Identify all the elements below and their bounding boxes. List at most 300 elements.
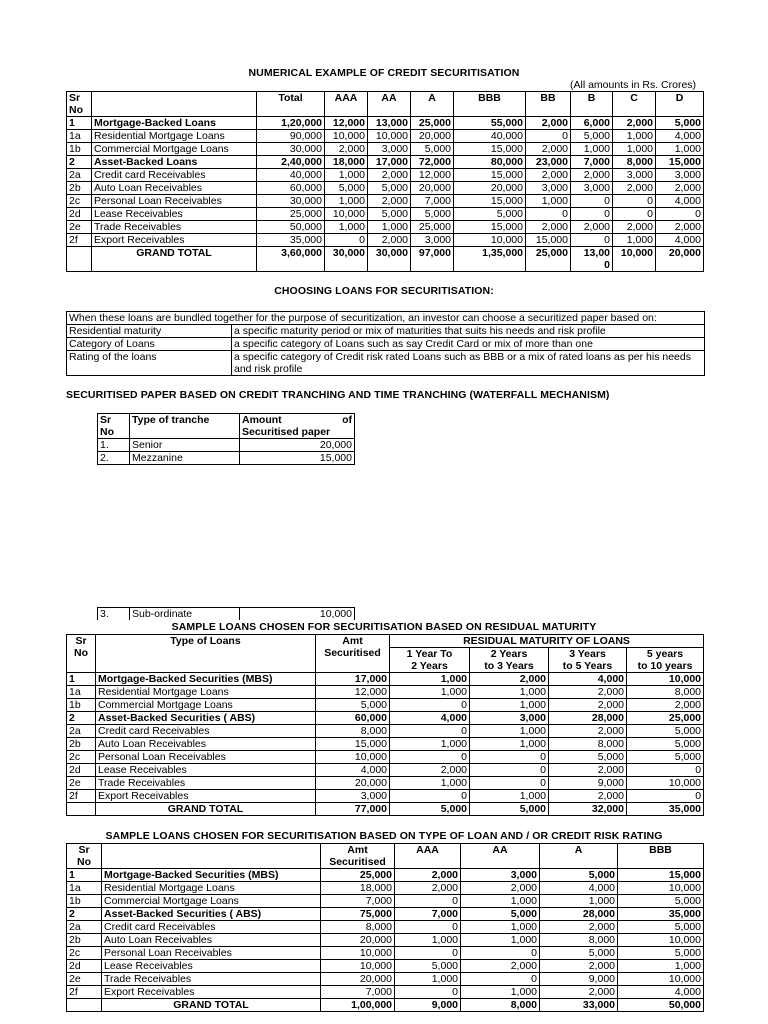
- sr-no-cell: 2c: [67, 195, 92, 208]
- amount-cell: 1,000: [618, 960, 704, 973]
- amount-cell: 2,000: [656, 182, 704, 195]
- sr-no-cell: 1a: [67, 882, 102, 895]
- amount-cell: 1,000: [470, 686, 549, 699]
- sr-no-cell: 2c: [67, 947, 102, 960]
- amount-cell: 15,000: [454, 169, 526, 182]
- criterion-description: a specific category of Credit risk rated Loans such as BBB or a mix of rated loans as per his needs and risk profile: [232, 351, 705, 376]
- choosing-title: CHOOSING LOANS FOR SECURITISATION:: [274, 285, 494, 297]
- loan-type-cell: Lease Receivables: [102, 960, 321, 973]
- amount-cell: 2,000: [526, 143, 571, 156]
- loan-type-cell: Commercial Mortgage Loans: [96, 699, 316, 712]
- amount-cell: 35,000: [618, 908, 704, 921]
- amount-cell: 23,000: [526, 156, 571, 169]
- amount-cell: 0: [461, 973, 540, 986]
- amount-cell: 2,000: [368, 195, 411, 208]
- amount-cell: 3,000: [656, 169, 704, 182]
- amount-cell: 4,000: [549, 673, 627, 686]
- tranche-header-amount-1: Amount: [242, 414, 282, 426]
- amount-cell: 5,000: [540, 869, 618, 882]
- amount-cell: 9,000: [395, 999, 461, 1012]
- loan-type-cell: Auto Loan Receivables: [92, 182, 257, 195]
- amount-cell: 3,000: [470, 712, 549, 725]
- amount-cell: 2,000: [571, 169, 613, 182]
- column-header: AAA: [395, 844, 461, 869]
- amount-cell: 2,000: [540, 986, 618, 999]
- choosing-row: [67, 338, 705, 351]
- amount-cell: 10,000: [618, 973, 704, 986]
- amount-cell: 28,000: [540, 908, 618, 921]
- tranche-title: SECURITISED PAPER BASED ON CREDIT TRANCHING AND TIME TRANCHING (WATERFALL MECHANISM): [66, 389, 610, 401]
- amount-cell: 7,000: [321, 895, 395, 908]
- amount-cell: 3,000: [316, 790, 390, 803]
- amount-cell: 0: [325, 234, 368, 247]
- amount-cell: 35,000: [257, 234, 325, 247]
- amount-cell: 1,000: [325, 169, 368, 182]
- amount-cell: 5,000: [656, 117, 704, 130]
- amount-cell: 5,000: [390, 803, 470, 816]
- amount-cell: 10,000: [368, 130, 411, 143]
- amount-cell: 0: [395, 895, 461, 908]
- amount-cell: 97,000: [411, 247, 454, 272]
- amount-cell: 20,000: [411, 182, 454, 195]
- amount-cell: 7,000: [411, 195, 454, 208]
- table-row: [67, 777, 704, 790]
- table-row: [67, 790, 704, 803]
- amount-cell: 20,000: [321, 973, 395, 986]
- loan-type-cell: Lease Receivables: [96, 764, 316, 777]
- residual-maturity-table: [66, 634, 704, 816]
- tranche-row-sr: 3.: [98, 608, 130, 621]
- sr-no-cell: 1: [67, 673, 96, 686]
- amount-cell: 15,000: [526, 234, 571, 247]
- amount-cell: 1,000: [470, 738, 549, 751]
- amount-cell: 10,000: [618, 934, 704, 947]
- amount-cell: 30,000: [325, 247, 368, 272]
- table-row: [67, 869, 704, 882]
- table-row: [67, 725, 704, 738]
- amount-cell: 5,000: [540, 947, 618, 960]
- loan-type-cell: Residential Mortgage Loans: [92, 130, 257, 143]
- loan-type-cell: Auto Loan Receivables: [102, 934, 321, 947]
- table-row: [67, 882, 704, 895]
- amount-cell: 4,000: [656, 195, 704, 208]
- loan-type-cell: Residential Mortgage Loans: [102, 882, 321, 895]
- amount-cell: 1,000: [461, 921, 540, 934]
- amount-cell: 20,000: [454, 182, 526, 195]
- loan-type-cell: Commercial Mortgage Loans: [102, 895, 321, 908]
- amount-cell: 0: [395, 947, 461, 960]
- amount-cell: 0: [627, 790, 704, 803]
- amount-cell: 9,000: [549, 777, 627, 790]
- amount-cell: 80,000: [454, 156, 526, 169]
- table-row: [67, 182, 704, 195]
- amount-cell: 13,00 0: [571, 247, 613, 272]
- tranche-amount: 20,000: [240, 439, 355, 452]
- amount-cell: 3,000: [571, 182, 613, 195]
- amount-cell: 5,000: [368, 182, 411, 195]
- column-header: [102, 844, 321, 869]
- loan-type-cell: Mortgage-Backed Securities (MBS): [102, 869, 321, 882]
- maturity-header-sr: Sr No: [67, 635, 96, 673]
- loan-type-cell: GRAND TOTAL: [92, 247, 257, 272]
- amount-cell: 10,000: [627, 673, 704, 686]
- amount-cell: 15,000: [454, 143, 526, 156]
- criterion-label: Residential maturity: [67, 325, 232, 338]
- amount-cell: 2,000: [526, 169, 571, 182]
- amount-cell: 2,000: [395, 882, 461, 895]
- amount-cell: 30,000: [257, 143, 325, 156]
- table-row: [67, 143, 704, 156]
- amount-cell: 0: [390, 790, 470, 803]
- amount-cell: 2,000: [540, 960, 618, 973]
- table-row: [67, 712, 704, 725]
- tranche-header-amount-2: Securitised paper: [242, 426, 331, 438]
- amount-cell: 5,000: [411, 208, 454, 221]
- amount-cell: 7,000: [571, 156, 613, 169]
- table-row: [67, 169, 704, 182]
- amount-cell: 40,000: [257, 169, 325, 182]
- loan-type-cell: Personal Loan Receivables: [96, 751, 316, 764]
- credit-securitisation-table: [66, 91, 704, 272]
- tranche-header-type: Type of tranche: [130, 414, 240, 439]
- amount-cell: 15,000: [454, 221, 526, 234]
- amount-cell: 25,000: [526, 247, 571, 272]
- column-header: Amt Securitised: [321, 844, 395, 869]
- amount-cell: 20,000: [411, 130, 454, 143]
- amount-cell: 3,000: [411, 234, 454, 247]
- sr-no-cell: [67, 247, 92, 272]
- amount-cell: 1,000: [390, 673, 470, 686]
- amount-cell: 0: [571, 208, 613, 221]
- tranche-table: [97, 413, 355, 465]
- tranche-row: [98, 439, 355, 452]
- amount-cell: 10,000: [321, 947, 395, 960]
- amount-cell: 2,000: [549, 790, 627, 803]
- amount-cell: 0: [526, 208, 571, 221]
- amount-cell: 4,000: [316, 764, 390, 777]
- amount-cell: 20,000: [316, 777, 390, 790]
- amount-cell: 1,000: [470, 725, 549, 738]
- amount-cell: 1,000: [613, 234, 656, 247]
- sr-no-cell: 2: [67, 712, 96, 725]
- amount-cell: 0: [395, 921, 461, 934]
- amount-cell: 2,000: [461, 960, 540, 973]
- amount-cell: 9,000: [540, 973, 618, 986]
- amount-cell: 3,000: [461, 869, 540, 882]
- amount-cell: 15,000: [454, 195, 526, 208]
- amount-cell: 25,000: [257, 208, 325, 221]
- column-header: Sr No: [67, 92, 92, 117]
- amount-cell: 25,000: [321, 869, 395, 882]
- amount-cell: 10,000: [627, 777, 704, 790]
- amount-cell: 1,000: [325, 195, 368, 208]
- amount-cell: 28,000: [549, 712, 627, 725]
- sr-no-cell: 1: [67, 117, 92, 130]
- amount-cell: 2,000: [613, 182, 656, 195]
- loan-type-cell: Mortgage-Backed Securities (MBS): [96, 673, 316, 686]
- amount-cell: 35,000: [627, 803, 704, 816]
- amount-cell: 0: [470, 777, 549, 790]
- amount-cell: 4,000: [540, 882, 618, 895]
- amount-cell: 0: [390, 699, 470, 712]
- loan-type-cell: Asset-Backed Loans: [92, 156, 257, 169]
- amount-cell: 1,000: [395, 973, 461, 986]
- sr-no-cell: 2a: [67, 169, 92, 182]
- tranche-sr: 1.: [98, 439, 130, 452]
- tranche-amount: 15,000: [240, 452, 355, 465]
- amount-cell: 4,000: [656, 130, 704, 143]
- amount-cell: 0: [470, 751, 549, 764]
- amount-cell: 0: [390, 725, 470, 738]
- sr-no-cell: 2: [67, 156, 92, 169]
- column-header: A: [411, 92, 454, 117]
- amount-cell: 10,000: [321, 960, 395, 973]
- amount-cell: 2,40,000: [257, 156, 325, 169]
- loan-type-cell: Credit card Receivables: [102, 921, 321, 934]
- amount-cell: 1,000: [571, 143, 613, 156]
- amount-cell: 0: [526, 130, 571, 143]
- table-row: [67, 221, 704, 234]
- amount-cell: 8,000: [549, 738, 627, 751]
- amount-cell: 8,000: [461, 999, 540, 1012]
- sr-no-cell: 2d: [67, 764, 96, 777]
- sr-no-cell: 2a: [67, 725, 96, 738]
- amount-cell: 5,000: [411, 143, 454, 156]
- amount-cell: 2,000: [368, 234, 411, 247]
- choosing-row: [67, 325, 705, 338]
- amount-cell: 2,000: [571, 221, 613, 234]
- column-header: D: [656, 92, 704, 117]
- amount-cell: 20,000: [656, 247, 704, 272]
- amount-cell: 5,000: [549, 751, 627, 764]
- amount-cell: 15,000: [316, 738, 390, 751]
- amount-cell: 1,000: [613, 130, 656, 143]
- amount-cell: 1,000: [461, 986, 540, 999]
- choosing-table: [66, 311, 705, 376]
- table-header-row: [67, 844, 704, 869]
- amount-cell: 25,000: [411, 117, 454, 130]
- tranche-header-amount-of: of: [342, 414, 352, 426]
- amount-cell: 2,000: [390, 764, 470, 777]
- amount-cell: 77,000: [316, 803, 390, 816]
- table-row: [67, 751, 704, 764]
- amount-cell: 2,000: [549, 699, 627, 712]
- loan-type-cell: Trade Receivables: [92, 221, 257, 234]
- sr-no-cell: 2b: [67, 738, 96, 751]
- amount-cell: 0: [390, 751, 470, 764]
- column-header: AA: [368, 92, 411, 117]
- table-row: [67, 738, 704, 751]
- table-row: [67, 973, 704, 986]
- amount-cell: 5,000: [368, 208, 411, 221]
- loan-type-cell: Asset-Backed Securities ( ABS): [96, 712, 316, 725]
- sr-no-cell: 1b: [67, 895, 102, 908]
- amount-cell: 7,000: [321, 986, 395, 999]
- amount-cell: 2,000: [613, 221, 656, 234]
- table-row: [67, 208, 704, 221]
- sr-no-cell: 1a: [67, 686, 96, 699]
- table-row: [67, 908, 704, 921]
- amount-cell: 2,000: [627, 699, 704, 712]
- amount-cell: 5,000: [627, 725, 704, 738]
- amount-cell: 5,000: [618, 895, 704, 908]
- amount-cell: 7,000: [395, 908, 461, 921]
- amount-cell: 18,000: [325, 156, 368, 169]
- amount-cell: 0: [627, 764, 704, 777]
- amount-cell: 2,000: [395, 869, 461, 882]
- amount-cell: 1,00,000: [321, 999, 395, 1012]
- criterion-label: Category of Loans: [67, 338, 232, 351]
- amount-cell: 12,000: [411, 169, 454, 182]
- table-row: [67, 117, 704, 130]
- sr-no-cell: [67, 999, 102, 1012]
- amount-cell: 6,000: [571, 117, 613, 130]
- sr-no-cell: 2e: [67, 777, 96, 790]
- sr-no-cell: 1a: [67, 130, 92, 143]
- amount-cell: 30,000: [257, 195, 325, 208]
- tranche-table-continued: [97, 607, 355, 620]
- amount-cell: 3,000: [526, 182, 571, 195]
- amount-cell: 72,000: [411, 156, 454, 169]
- sr-no-cell: 2f: [67, 234, 92, 247]
- amount-cell: 1,000: [325, 221, 368, 234]
- amount-cell: 0: [395, 986, 461, 999]
- tranche-header-sr: Sr No: [98, 414, 130, 439]
- amount-cell: 15,000: [656, 156, 704, 169]
- amount-cell: 2,000: [613, 117, 656, 130]
- amount-cell: 18,000: [321, 882, 395, 895]
- tranche-header-amount: [240, 414, 355, 439]
- table-row: [67, 234, 704, 247]
- amount-cell: 0: [613, 195, 656, 208]
- amount-cell: 5,000: [627, 751, 704, 764]
- amount-cell: 0: [656, 208, 704, 221]
- table-row: [67, 156, 704, 169]
- amount-cell: 1,000: [656, 143, 704, 156]
- amount-cell: 3,60,000: [257, 247, 325, 272]
- sr-no-cell: 2e: [67, 221, 92, 234]
- amount-cell: 1,000: [390, 777, 470, 790]
- loan-type-cell: Credit card Receivables: [96, 725, 316, 738]
- column-header: A: [540, 844, 618, 869]
- table-row: [67, 130, 704, 143]
- amount-cell: 2,000: [540, 921, 618, 934]
- amount-cell: 1,20,000: [257, 117, 325, 130]
- amount-cell: 1,000: [470, 790, 549, 803]
- amount-cell: 0: [571, 195, 613, 208]
- amount-cell: 8,000: [321, 921, 395, 934]
- grand-total-row: [67, 247, 704, 272]
- maturity-header-type: Type of Loans: [96, 635, 316, 673]
- maturity-title: SAMPLE LOANS CHOSEN FOR SECURITISATION BASED ON RESIDUAL MATURITY: [171, 621, 597, 633]
- amount-cell: 10,000: [325, 130, 368, 143]
- table-row: [67, 699, 704, 712]
- amount-cell: 0: [571, 234, 613, 247]
- amount-cell: 10,000: [316, 751, 390, 764]
- rating-title: SAMPLE LOANS CHOSEN FOR SECURITISATION BASED ON TYPE OF LOAN AND / OR CREDIT RISK RATING: [105, 830, 663, 842]
- amount-cell: 0: [470, 764, 549, 777]
- tranche-type: Mezzanine: [130, 452, 240, 465]
- amount-cell: 12,000: [325, 117, 368, 130]
- sr-no-cell: 2b: [67, 934, 102, 947]
- table-row: [67, 764, 704, 777]
- sr-no-cell: 2d: [67, 208, 92, 221]
- loan-type-cell: GRAND TOTAL: [96, 803, 316, 816]
- maturity-bucket-header: 1 Year To 2 Years: [390, 648, 470, 673]
- tranche-sr: 2.: [98, 452, 130, 465]
- amount-cell: 5,000: [395, 960, 461, 973]
- amount-cell: 2,000: [549, 725, 627, 738]
- loan-type-cell: Export Receivables: [102, 986, 321, 999]
- table-header-row: [67, 92, 704, 117]
- amount-cell: 32,000: [549, 803, 627, 816]
- amount-cell: 55,000: [454, 117, 526, 130]
- column-header: BBB: [454, 92, 526, 117]
- amount-cell: 4,000: [656, 234, 704, 247]
- amount-cell: 3,000: [613, 169, 656, 182]
- amount-cell: 5,000: [325, 182, 368, 195]
- maturity-bucket-header: 3 Years to 5 Years: [549, 648, 627, 673]
- column-header: AAA: [325, 92, 368, 117]
- amount-cell: 5,000: [470, 803, 549, 816]
- amount-cell: 3,000: [368, 143, 411, 156]
- table-row: [67, 960, 704, 973]
- amount-cell: 2,000: [526, 117, 571, 130]
- tranche-row: [98, 452, 355, 465]
- loan-type-cell: Mortgage-Backed Loans: [92, 117, 257, 130]
- loan-type-cell: Commercial Mortgage Loans: [92, 143, 257, 156]
- amount-cell: 1,000: [540, 895, 618, 908]
- amount-cell: 10,000: [618, 882, 704, 895]
- maturity-header-amt: Amt Securitised: [316, 635, 390, 673]
- amount-cell: 50,000: [618, 999, 704, 1012]
- loan-type-cell: Trade Receivables: [102, 973, 321, 986]
- loan-type-cell: Credit card Receivables: [92, 169, 257, 182]
- sr-no-cell: 2a: [67, 921, 102, 934]
- sr-no-cell: 2b: [67, 182, 92, 195]
- amount-cell: 5,000: [627, 738, 704, 751]
- amount-cell: 5,000: [618, 921, 704, 934]
- amount-cell: 13,000: [368, 117, 411, 130]
- amount-cell: 1,000: [395, 934, 461, 947]
- amount-cell: 1,000: [368, 221, 411, 234]
- amount-cell: 5,000: [316, 699, 390, 712]
- table-row: [67, 947, 704, 960]
- grand-total-row: [67, 999, 704, 1012]
- document-title: NUMERICAL EXAMPLE OF CREDIT SECURITISATION: [248, 67, 520, 79]
- amount-cell: 1,000: [470, 699, 549, 712]
- column-header: AA: [461, 844, 540, 869]
- column-header: Sr No: [67, 844, 102, 869]
- amount-cell: 1,000: [390, 738, 470, 751]
- column-header: Total: [257, 92, 325, 117]
- criterion-description: a specific category of Loans such as say Credit Card or mix of more than one: [232, 338, 705, 351]
- loan-type-cell: Lease Receivables: [92, 208, 257, 221]
- amount-cell: 1,000: [613, 143, 656, 156]
- amount-cell: 4,000: [390, 712, 470, 725]
- amount-cell: 40,000: [454, 130, 526, 143]
- amount-cell: 17,000: [316, 673, 390, 686]
- sr-no-cell: 2c: [67, 751, 96, 764]
- amount-cell: 25,000: [627, 712, 704, 725]
- amount-cell: 90,000: [257, 130, 325, 143]
- loan-type-cell: Export Receivables: [92, 234, 257, 247]
- loan-type-cell: Personal Loan Receivables: [102, 947, 321, 960]
- amount-cell: 75,000: [321, 908, 395, 921]
- amount-cell: 10,000: [325, 208, 368, 221]
- loan-type-cell: Asset-Backed Securities ( ABS): [102, 908, 321, 921]
- rating-table: [66, 843, 704, 1012]
